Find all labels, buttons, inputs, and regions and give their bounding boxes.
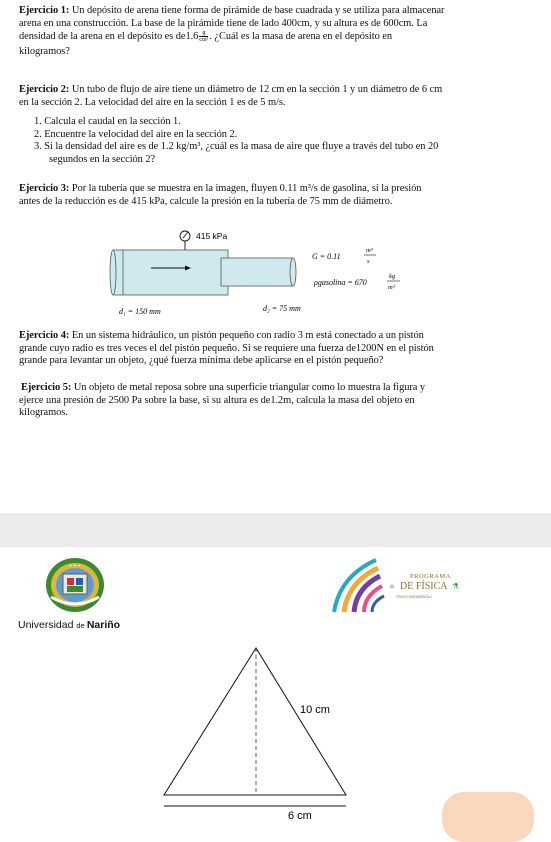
list-item: 1. Calcula el caudal en la sección 1. bbox=[34, 116, 181, 127]
diameter-1-label: d₁ = 150 mm bbox=[119, 307, 161, 316]
exercise-2-line-1: Ejercicio 2: Un tubo de flujo de aire tiene un diámetro de 12 cm en la sección 1 y un diámetro de 6 cm bbox=[19, 84, 443, 95]
physics-program-logo bbox=[332, 556, 472, 614]
list-item: 2. Encuentre la velocidad del aire en la sección 2. bbox=[34, 128, 238, 140]
list-item: segundos en la sección 2? bbox=[49, 153, 156, 165]
exercise-1-line-3: densidad de la arena en el depósito es de1.6 $\frac{g}{\text{cm³}}$ . ¿Cuál es la masa de arena en el depósito en bbox=[19, 30, 392, 44]
svg-text:kg: kg bbox=[389, 273, 396, 280]
exercise-4-line-1: Ejercicio 4: En un sistema hidráulico, un pistón pequeño con radio 3 m está conectado a un pistón bbox=[19, 330, 424, 341]
exercise-2-title: Ejercicio 2: bbox=[19, 84, 70, 95]
exercise-4 bbox=[19, 330, 544, 368]
exercise-3 bbox=[19, 183, 539, 208]
svg-text:⚗: ⚗ bbox=[452, 582, 460, 591]
wide-pipe-section bbox=[113, 250, 228, 295]
exercise-1-title: Ejercicio 1: bbox=[19, 5, 70, 16]
exercise-3-title: Ejercicio 3: bbox=[19, 183, 70, 194]
exercise-5-line-1: Ejercicio 5: Un objeto de metal reposa sobre una superficie triangular como lo muestra la figura y bbox=[21, 382, 426, 393]
university-name: Universidad de Nariño bbox=[18, 619, 121, 631]
narrow-pipe-section bbox=[221, 258, 293, 286]
diameter-2-label: d₂ = 75 mm bbox=[263, 304, 301, 313]
page-separator bbox=[0, 513, 551, 547]
svg-text:s: s bbox=[367, 258, 370, 265]
svg-text:⚛: ⚛ bbox=[389, 583, 396, 591]
density-fraction: $\frac{g}{\text{cm³}}$ bbox=[199, 30, 209, 44]
triangle-figure bbox=[150, 640, 390, 823]
exercise-4-line-2: grande cuyo radio es tres veces el del pistón pequeño. Si se requiere una fuerza de1200N en el pistón bbox=[19, 342, 434, 354]
exercise-5 bbox=[19, 382, 544, 420]
university-seal-logo bbox=[45, 557, 105, 613]
height-label: 10 cm bbox=[300, 704, 330, 716]
exercise-1-line-2: arena en una construcción. La base de la pirámide tiene de lado 400cm, y su altura es de 600cm. La bbox=[19, 17, 428, 29]
triangle-shape bbox=[164, 648, 346, 795]
exercise-3-line-2: antes de la reducción es de 415 kPa, calcule la presión en la tubería de 75 mm de diámetro. bbox=[19, 195, 393, 207]
svg-text:FÍSICA FUNDAMENTAL I: FÍSICA FUNDAMENTAL I bbox=[396, 595, 433, 599]
exercise-5-title: Ejercicio 5: bbox=[21, 382, 72, 393]
svg-text:m³: m³ bbox=[388, 284, 395, 291]
exercise-4-line-3: grande para levantar un objeto, ¿qué fuerza mínima debe aplicarse en el pistón pequeño? bbox=[19, 355, 384, 367]
pressure-label: 415 kPa bbox=[196, 231, 228, 241]
svg-text:PROGRAMA: PROGRAMA bbox=[410, 573, 451, 580]
flow-rate-label: G = 0.11 bbox=[312, 252, 341, 261]
svg-text:✦ ✦ ✦: ✦ ✦ ✦ bbox=[68, 563, 82, 568]
list-item: 3. Si la densidad del aire es de 1.2 kg/m³, ¿cuál es la masa de aire que fluye a través del tubo en 20 bbox=[34, 141, 439, 153]
exercise-2-list bbox=[34, 116, 534, 166]
corner-decoration bbox=[442, 792, 534, 842]
exercise-1-line-1: Ejercicio 1: Un depósito de arena tiene forma de pirámide de base cuadrada y se utiliza para almacenar bbox=[19, 5, 445, 16]
svg-text:DE FÍSICA: DE FÍSICA bbox=[400, 581, 448, 592]
exercise-1-line-4: kilogramos? bbox=[19, 45, 70, 57]
exercise-4-title: Ejercicio 4: bbox=[19, 330, 70, 341]
exercise-2 bbox=[19, 84, 539, 109]
density-label: ρgasolina = 670 bbox=[314, 278, 367, 287]
exercise-5-line-3: kilogramos. bbox=[19, 407, 68, 419]
svg-text:m³: m³ bbox=[366, 247, 373, 254]
exercise-5-line-2: ejerce una presión de 2500 Pa sobre la base, si su altura es de1.2m, calcula la masa del objeto en bbox=[19, 394, 415, 406]
exercise-3-line-1: Ejercicio 3: Por la tubería que se muestra en la imagen, fluyen 0.11 m³/s de gasolina, si la presión bbox=[19, 183, 422, 194]
pipe-figure bbox=[105, 223, 405, 323]
exercise-1 bbox=[19, 5, 539, 58]
exercise-2-line-2: en la sección 2. La velocidad del aire en la sección 1 es de 5 m/s. bbox=[19, 96, 286, 108]
base-label: 6 cm bbox=[288, 810, 312, 822]
